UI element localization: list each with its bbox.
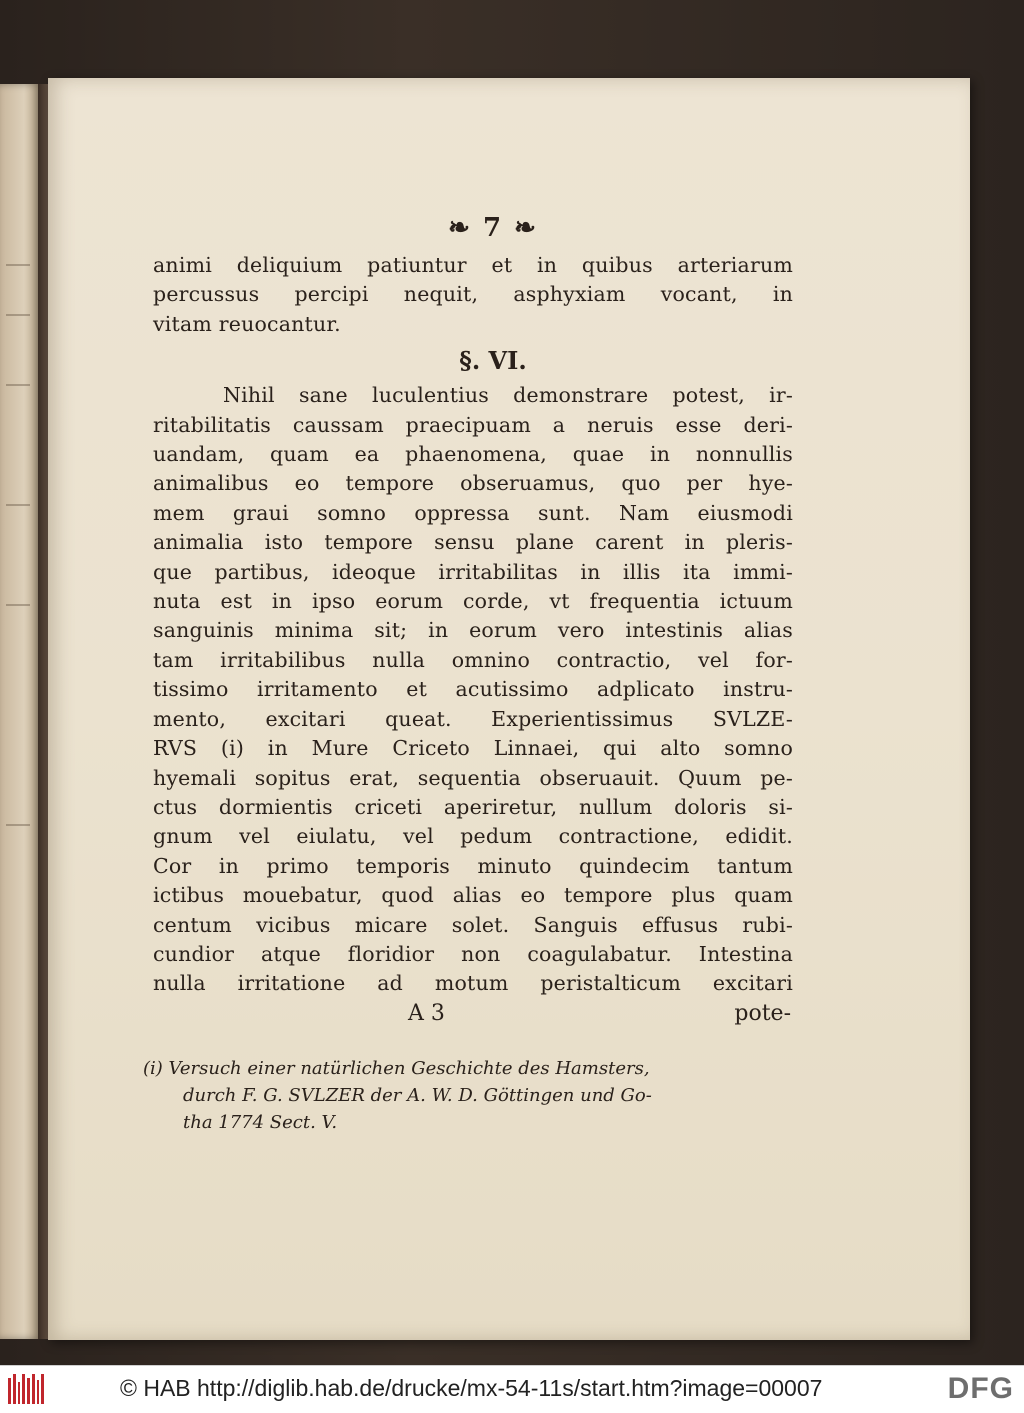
footnote-line: durch F. G. SVLZER der A. W. D. Göttingen und Go- <box>183 1084 652 1106</box>
page-header: ❧ 7 ❧ <box>448 213 538 243</box>
scanned-page <box>48 78 970 1340</box>
text-line: animalia isto tempore sensu plane carent in pleris- <box>153 530 793 555</box>
text-line: hyemali sopitus erat, sequentia obseruauit. Quum pe- <box>153 765 793 790</box>
dfg-logo: DFG <box>947 1372 1014 1405</box>
text-line: sanguinis minima sit; in eorum vero intestinis alias <box>153 618 793 643</box>
text-line: percussus percipi nequit, asphyxiam vocant, in <box>153 282 793 307</box>
text-line: animi deliquium patiuntur et in quibus arteriarum <box>153 253 793 277</box>
text-line: Nihil sane luculentius demonstrare potest, ir- <box>223 383 793 408</box>
previous-page-edge <box>0 84 40 1339</box>
text-line: ritabilitatis caussam praecipuam a neruis esse deri- <box>153 412 793 437</box>
copyright-link[interactable]: © HAB http://diglib.hab.de/drucke/mx-54-11s/start.htm?image=00007 <box>120 1375 823 1401</box>
signature-row <box>153 999 793 1029</box>
signature-mark: A 3 <box>408 1000 445 1026</box>
text-line: ictibus mouebatur, quod alias eo tempore plus quam <box>153 883 793 908</box>
text-line: tissimo irritamento et acutissimo adplicato instru- <box>153 677 793 702</box>
text-line: Cor in primo temporis minuto quindecim tantum <box>153 853 793 878</box>
text-line: tam irritabilibus nulla omnino contractio, vel for- <box>153 647 793 672</box>
text-line: nuta est in ipso eorum corde, vt frequentia ictuum <box>153 589 793 614</box>
section-title: §. VI. <box>459 346 527 376</box>
text-line: cundior atque floridior non coagulabatur. Intestina <box>153 941 793 966</box>
text-line: ctus dormientis criceti aperiretur, nullum doloris si- <box>153 794 793 819</box>
footnote-line: (i) Versuch einer natürlichen Geschichte des Hamsters, <box>143 1057 650 1079</box>
text-line: que partibus, ideoque irritabilitas in illis ita immi- <box>153 559 793 584</box>
text-line: nulla irritatione ad motum peristalticum excitari <box>153 971 793 996</box>
top-lines <box>153 251 793 339</box>
body-lines <box>153 381 793 999</box>
catchword: pote- <box>734 1000 791 1026</box>
barcode-icon <box>8 1374 44 1404</box>
text-line: gnum vel eiulatu, vel pedum contractione, edidit. <box>153 824 793 849</box>
text-block <box>143 213 793 1136</box>
text-line: RVS (i) in Mure Criceto Linnaei, qui alto somno <box>153 736 793 761</box>
footnote <box>143 1055 793 1136</box>
text-line: animalibus eo tempore obseruamus, quo per hye- <box>153 471 793 496</box>
text-line: vitam reuocantur. <box>153 311 341 336</box>
text-line: centum vicibus micare solet. Sanguis effusus rubi- <box>153 912 793 937</box>
text-line: mento, excitari queat. Experientissimus SVLZE- <box>153 706 793 731</box>
text-line: mem graui somno oppressa sunt. Nam eiusmodi <box>153 500 793 525</box>
footer-bar <box>0 1365 1024 1413</box>
text-line: uandam, quam ea phaenomena, quae in nonnullis <box>153 442 793 467</box>
footnote-line: tha 1774 Sect. V. <box>183 1111 338 1133</box>
